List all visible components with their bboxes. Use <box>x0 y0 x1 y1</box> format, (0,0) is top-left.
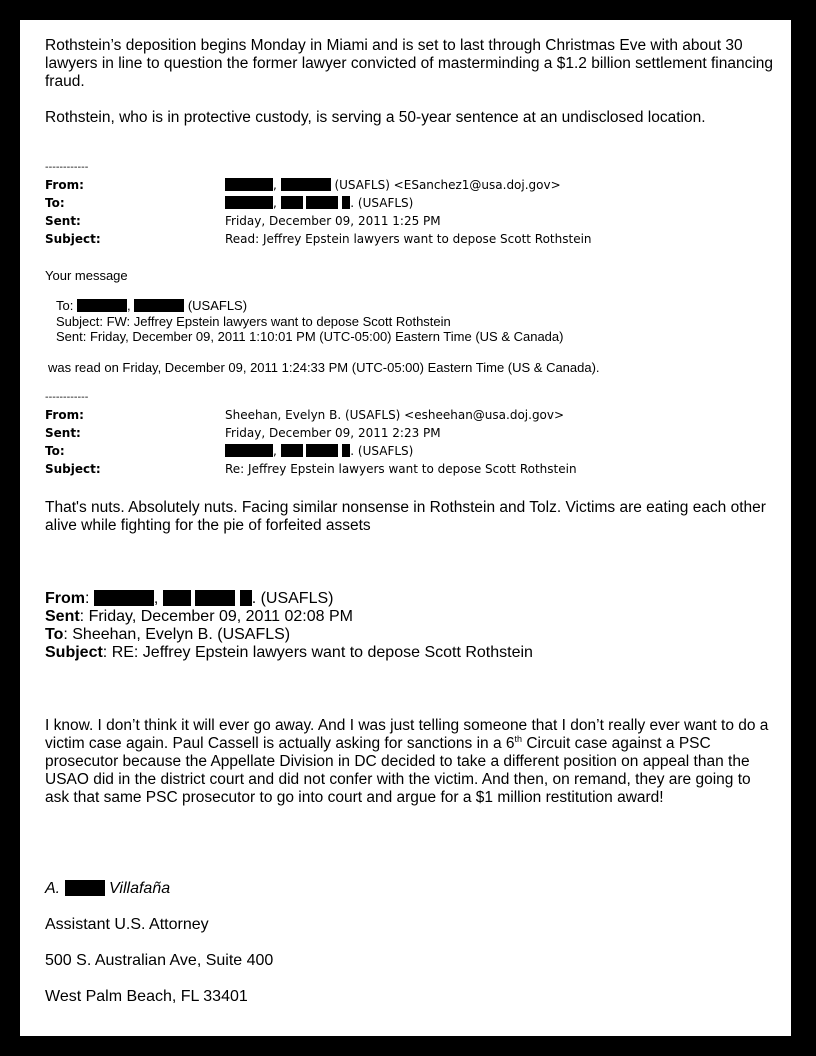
sent-label: Sent: <box>45 214 81 228</box>
receipt-to-line: To: , (USAFLS) <box>56 298 248 313</box>
redaction-box <box>65 880 105 896</box>
redaction-box <box>306 196 338 209</box>
to-value: , . (USAFLS) <box>225 196 413 210</box>
receipt-sent-line: Sent: Friday, December 09, 2011 1:10:01 PM (UTC-05:00) Eastern Time (US & Canada) <box>56 329 564 344</box>
reply-to-value: , . (USAFLS) <box>225 444 413 458</box>
redaction-box <box>225 178 273 191</box>
reply-sent-label: Sent: <box>45 426 81 440</box>
subject-label: Subject: <box>45 232 101 246</box>
signature-address-line-2: West Palm Beach, FL 33401 <box>45 988 248 1005</box>
reply-subject-label: Subject: <box>45 462 101 476</box>
intro-paragraph-1: Rothstein’s deposition begins Monday in Miami and is set to last through Christmas Eve with about 30 lawyers in line to question the former lawyer convicted of masterminding a $1.2 billion settlement financing fraud. <box>45 37 774 90</box>
redaction-box <box>281 196 303 209</box>
signature-address-line-1: 500 S. Australian Ave, Suite 400 <box>45 952 274 969</box>
reply-from-value: Sheehan, Evelyn B. (USAFLS) <esheehan@usa.doj.gov> <box>225 408 565 422</box>
subject-value: Read: Jeffrey Epstein lawyers want to depose Scott Rothstein <box>225 232 592 246</box>
redaction-box <box>134 299 184 312</box>
receipt-subject-line: Subject: FW: Jeffrey Epstein lawyers want to depose Scott Rothstein <box>56 314 451 329</box>
redaction-box <box>94 590 154 606</box>
original-sent-line: Sent: Friday, December 09, 2011 02:08 PM <box>45 608 353 625</box>
original-to-line: To: Sheehan, Evelyn B. (USAFLS) <box>45 626 291 643</box>
redaction-box <box>225 444 273 457</box>
reply-subject-value: Re: Jeffrey Epstein lawyers want to depose Scott Rothstein <box>225 462 577 476</box>
signature-name: A. Villafaña <box>45 880 171 897</box>
redaction-box <box>306 444 338 457</box>
signature-title: Assistant U.S. Attorney <box>45 916 209 933</box>
redaction-box <box>281 444 303 457</box>
to-label: To: <box>45 196 65 210</box>
reply-body: That's nuts. Absolutely nuts. Facing similar nonsense in Rothstein and Tolz. Victims are eating each other alive while fighting for the pie of forfeited assets <box>45 499 766 534</box>
redaction-box <box>225 196 273 209</box>
your-message-text: Your message <box>45 268 128 283</box>
original-body: I know. I don’t think it will ever go away. And I was just telling someone that I don’t really ever want to do a victim case again. Paul Cassell is actually asking for sanctions in a 6th Circuit case against a PSC prosecutor because the Appellate Division in DC decided to take a different position on appeal than the USAO did in the district court and did not confer with the victim. And then, on remand, they are going to ask that same PSC prosecutor to go into court and argue for a $1 million restitution award! <box>45 717 769 806</box>
document-page <box>20 20 791 1036</box>
redaction-box <box>163 590 191 606</box>
reply-sent-value: Friday, December 09, 2011 2:23 PM <box>225 426 441 440</box>
from-label: From: <box>45 178 84 192</box>
intro-paragraph-2: Rothstein, who is in protective custody, is serving a 50-year sentence at an undisclosed location. <box>45 109 706 126</box>
redaction-box <box>77 299 127 312</box>
original-from-line: From: , . (USAFLS) <box>45 590 334 607</box>
redaction-box <box>240 590 252 606</box>
original-subject-line: Subject: RE: Jeffrey Epstein lawyers want to depose Scott Rothstein <box>45 644 533 661</box>
separator-line: ------------ <box>45 392 89 403</box>
redaction-box <box>281 178 331 191</box>
reply-from-label: From: <box>45 408 84 422</box>
reply-to-label: To: <box>45 444 65 458</box>
receipt-read-line: was read on Friday, December 09, 2011 1:24:33 PM (UTC-05:00) Eastern Time (US & Canada). <box>48 360 600 375</box>
from-value: , (USAFLS) <ESanchez1@usa.doj.gov> <box>225 178 561 192</box>
redaction-box <box>195 590 235 606</box>
sent-value: Friday, December 09, 2011 1:25 PM <box>225 214 441 228</box>
separator-line: ------------ <box>45 162 89 173</box>
